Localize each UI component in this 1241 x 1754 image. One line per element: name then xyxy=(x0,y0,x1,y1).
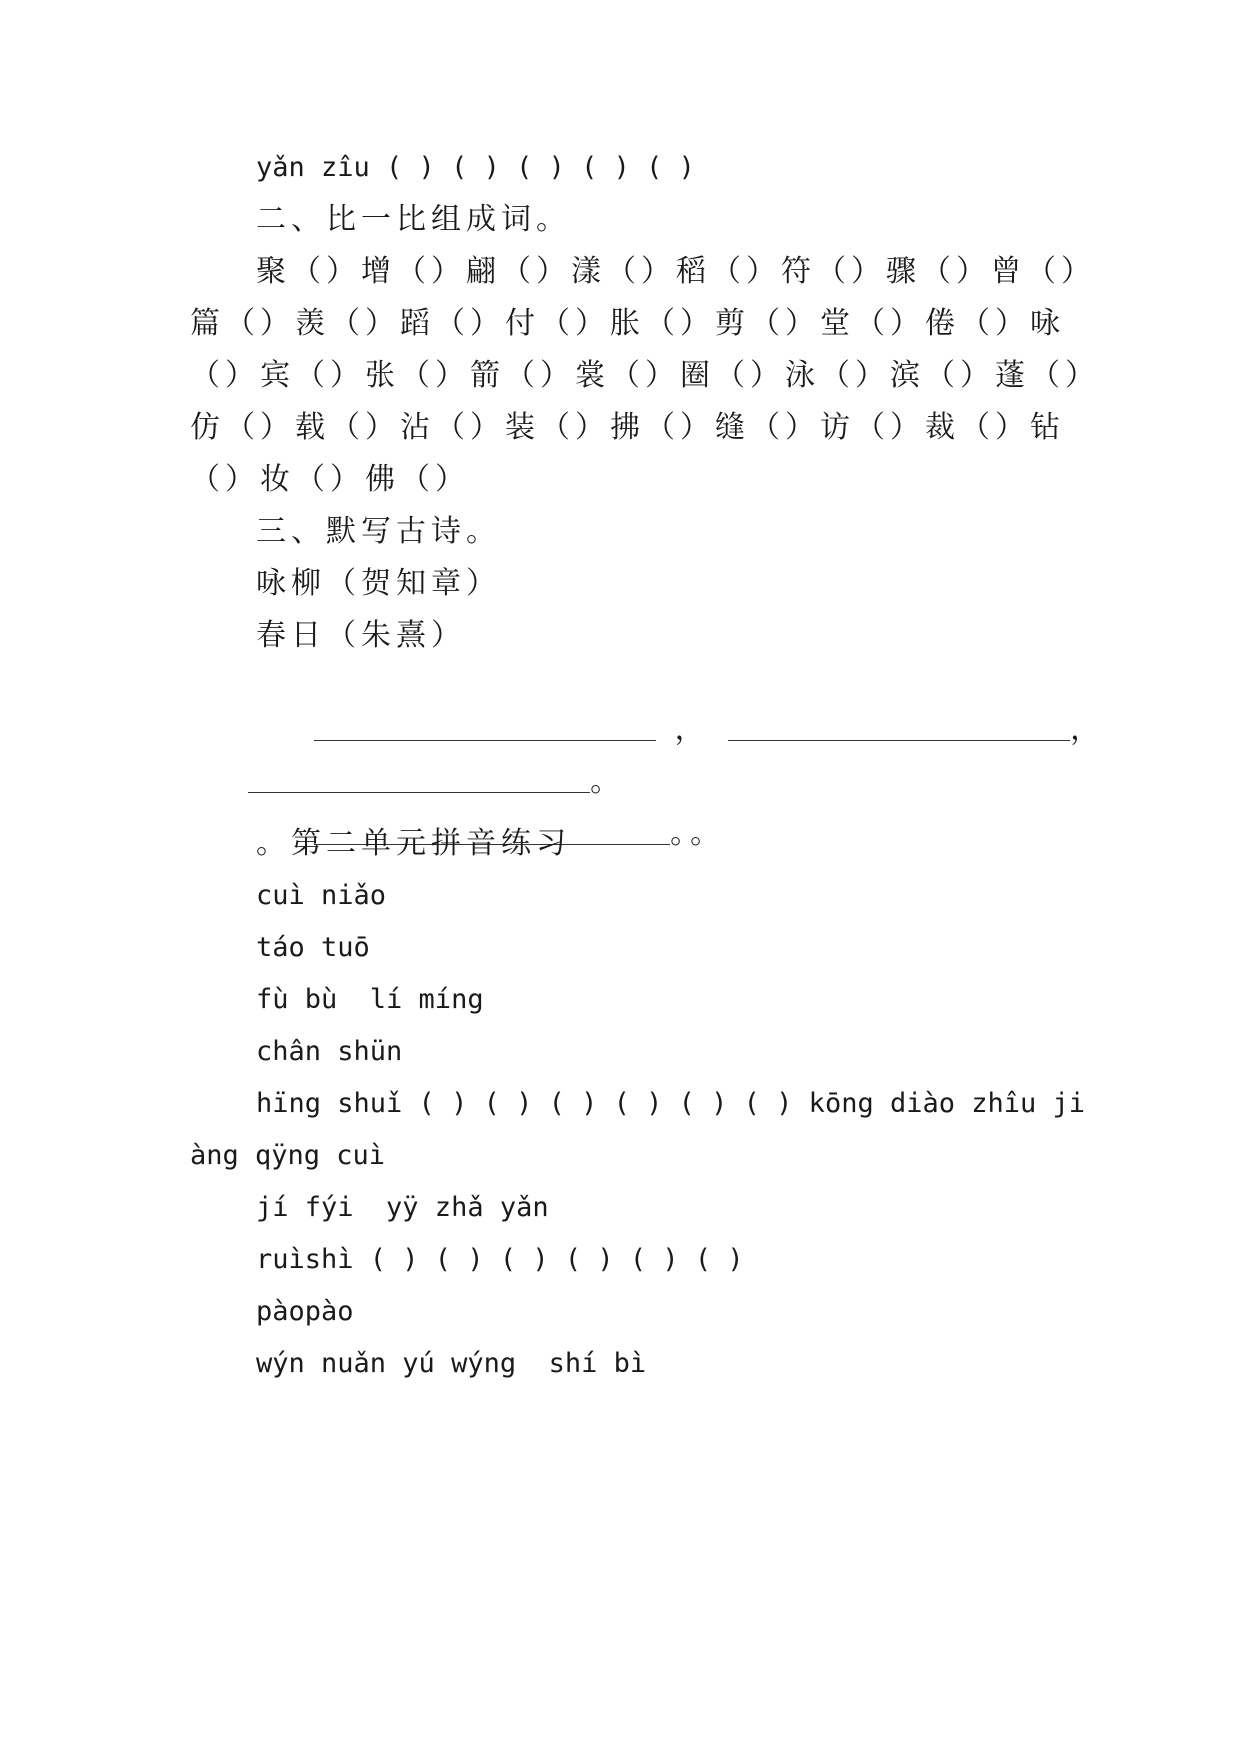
pinyin-line: àng qÿng cuì xyxy=(190,1140,386,1171)
pinyin-line: jí fýi yÿ zhǎ yǎn xyxy=(256,1192,549,1223)
comma: ， xyxy=(674,712,710,747)
word-exercise-line: 篇（）羡（）蹈（）付（）胀（）剪（）堂（）倦（）咏 xyxy=(190,306,1065,341)
comma: ， xyxy=(1070,712,1106,747)
pinyin-line: pàopào xyxy=(256,1296,354,1327)
word-exercise-line: 仿（）载（）沾（）装（）拂（）缝（）访（）裁（）钻 xyxy=(190,410,1065,445)
pinyin-line: ruìshì ( ) ( ) ( ) ( ) ( ) ( ) xyxy=(256,1244,744,1275)
pinyin-line: wýn nuǎn yú wýng shí bì xyxy=(256,1348,647,1379)
unit-heading: 。第二单元拼音练习 xyxy=(256,826,571,861)
word-exercise-line: （）宾（）张（）箭（）裳（）圈（）泳（）滨（）蓬（） xyxy=(190,358,1100,393)
word-exercise-line: 聚（）增（）翩（）漾（）稻（）符（）骤（）曾（） xyxy=(256,254,1096,289)
pinyin-line: chân shün xyxy=(256,1036,403,1067)
word-exercise-line: （）妆（）佛（） xyxy=(190,462,470,497)
poem-title: 咏柳（贺知章） xyxy=(256,566,501,601)
answer-blank[interactable] xyxy=(728,710,1070,741)
pinyin-line: hïng shuǐ ( ) ( ) ( ) ( ) ( ) ( ) kōng diào zhîu ji xyxy=(256,1088,1086,1119)
pinyin-line: táo tuō xyxy=(256,932,370,963)
section-heading: 二、比一比组成词。 xyxy=(256,202,571,237)
pinyin-line: fù bù lí míng xyxy=(256,984,484,1015)
section-heading: 三、默写古诗。 xyxy=(256,514,501,549)
pinyin-line: cuì niǎo xyxy=(256,880,387,911)
period: 。。 xyxy=(670,816,726,851)
poem-title: 春日（朱熹） xyxy=(256,618,466,653)
period: 。 xyxy=(590,764,626,799)
pinyin-line: yǎn zîu ( ) ( ) ( ) ( ) ( ) xyxy=(256,152,695,183)
